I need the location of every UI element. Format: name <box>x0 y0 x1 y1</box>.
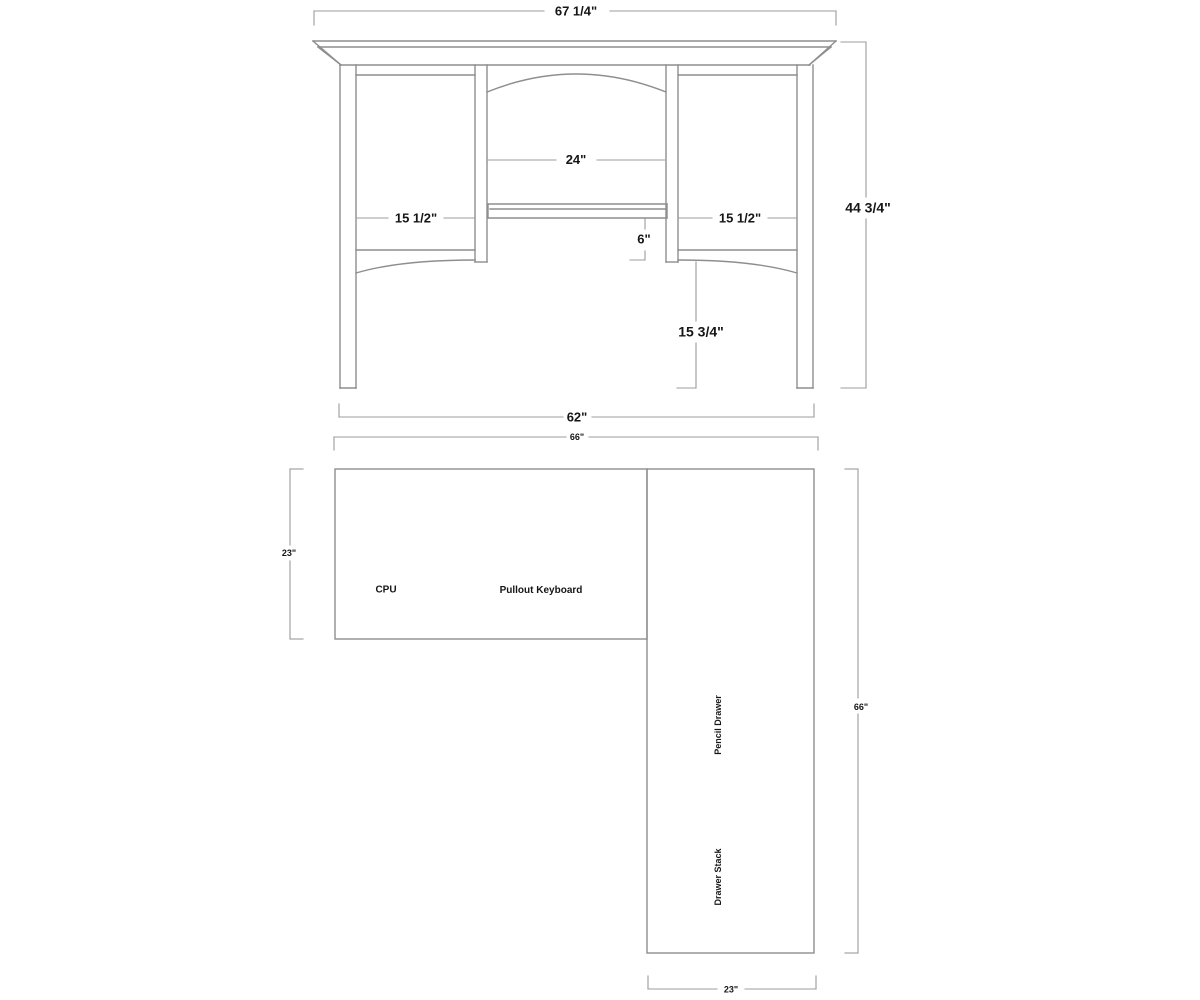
dim-kneehole-width-label: 24" <box>565 152 587 167</box>
dim-left-bay-width <box>356 211 475 226</box>
dim-right-bay-width <box>678 211 797 226</box>
dim-overall-width-label: 67 1/4" <box>554 3 598 19</box>
cpu-label: CPU <box>375 584 397 596</box>
plan-pedestal-section <box>647 469 814 953</box>
left-center-stile <box>475 65 487 262</box>
dim-plan-depth <box>282 469 303 639</box>
pencil-drawer-label: Pencil Drawer <box>713 695 723 755</box>
dim-plan-pedestal-width-label: 23" <box>723 984 739 995</box>
right-leg <box>797 65 813 388</box>
dim-overall-height <box>841 42 891 388</box>
dim-plan-depth-label: 23" <box>281 548 297 558</box>
dim-right-bay-width-label: 15 1/2" <box>718 210 762 226</box>
pullout-keyboard-label: Pullout Keyboard <box>499 585 583 596</box>
keyboard-shelf <box>488 204 667 218</box>
dim-overall-width <box>314 4 836 26</box>
plan-return-section <box>335 469 647 639</box>
dim-top-width <box>334 432 818 450</box>
left-pedestal <box>356 75 475 273</box>
drawer-stack-label: Drawer Stack <box>713 848 723 906</box>
dim-plan-length <box>845 469 868 953</box>
dim-kneehole-rail-height <box>677 262 724 388</box>
dim-shelf-to-rail <box>630 219 651 260</box>
dim-plan-length-label: 66" <box>853 702 869 712</box>
front-elevation <box>313 4 891 451</box>
dim-plan-pedestal-width <box>648 976 816 995</box>
dim-shelf-to-rail-label: 6" <box>637 231 651 247</box>
kneehole-arch-rail <box>487 74 666 92</box>
dim-left-bay-width-label: 15 1/2" <box>394 210 438 226</box>
right-pedestal <box>678 75 797 273</box>
dim-top-width-label: 66" <box>569 432 585 442</box>
tabletop <box>313 41 836 65</box>
dim-leg-span <box>339 404 814 425</box>
dim-overall-height-label: 44 3/4" <box>845 199 891 216</box>
dim-leg-span-label: 62" <box>566 409 588 425</box>
dim-kneehole-rail-height-label: 15 3/4" <box>678 323 724 340</box>
right-center-stile <box>666 65 678 262</box>
left-leg <box>340 65 356 388</box>
plan-view <box>282 469 868 995</box>
dim-kneehole-width <box>487 152 666 167</box>
